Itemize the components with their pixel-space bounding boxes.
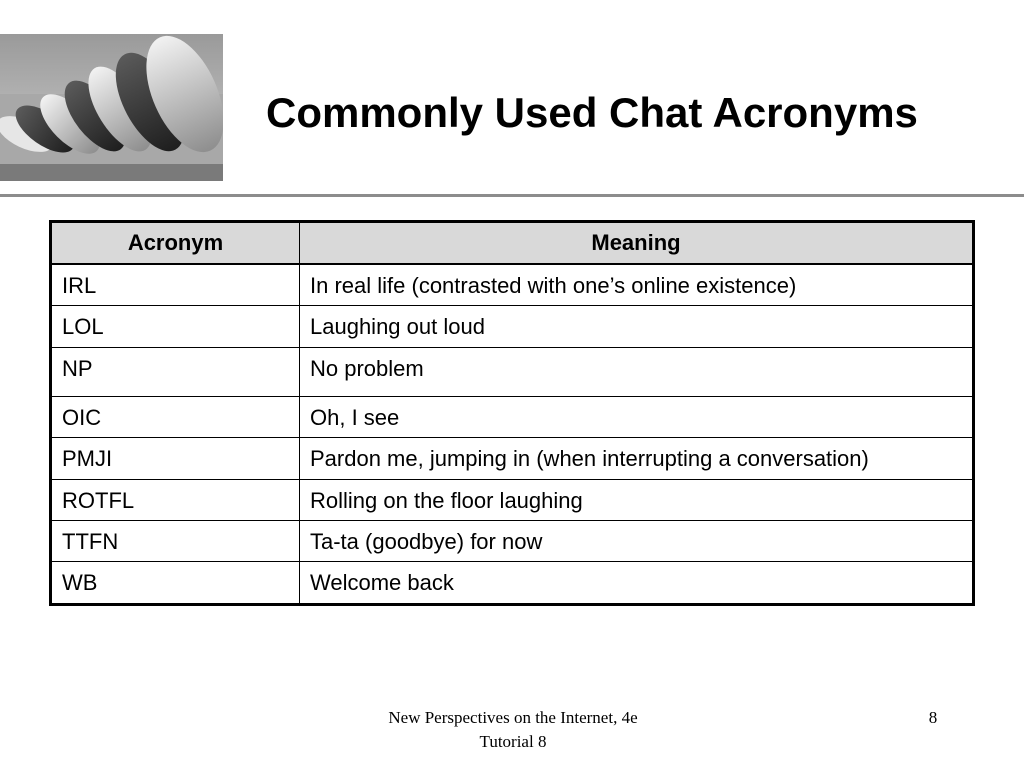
- meaning-cell: Oh, I see: [300, 396, 974, 437]
- acronym-cell: LOL: [51, 306, 300, 347]
- meaning-cell: Laughing out loud: [300, 306, 974, 347]
- acronym-cell: OIC: [51, 396, 300, 437]
- meaning-cell: No problem: [300, 347, 974, 396]
- acronym-cell: PMJI: [51, 438, 300, 479]
- table-row: [51, 562, 974, 605]
- meaning-cell: Pardon me, jumping in (when interrupting a conversation): [300, 438, 974, 479]
- table-row: [51, 396, 974, 437]
- table-row: [51, 306, 974, 347]
- acronym-cell: TTFN: [51, 520, 300, 561]
- table-row: [51, 347, 974, 396]
- acronym-cell: NP: [51, 347, 300, 396]
- boat-hulls-photo: [0, 34, 223, 181]
- boat-hulls-image: [0, 34, 223, 181]
- table-row: [51, 520, 974, 561]
- header-acronym: Acronym: [51, 222, 300, 265]
- meaning-cell: In real life (contrasted with one’s online existence): [300, 264, 974, 306]
- footer-course-title: New Perspectives on the Internet, 4e: [388, 708, 638, 727]
- meaning-cell: Rolling on the floor laughing: [300, 479, 974, 520]
- table-row: [51, 438, 974, 479]
- page-number: 8: [928, 708, 938, 727]
- table-row: [51, 264, 974, 306]
- slide-footer: [330, 706, 696, 754]
- table-row: [51, 479, 974, 520]
- table-header-row: [51, 222, 974, 265]
- meaning-cell: Ta-ta (goodbye) for now: [300, 520, 974, 561]
- acronym-cell: WB: [51, 562, 300, 605]
- acronym-cell: IRL: [51, 264, 300, 306]
- footer-tutorial: Tutorial 8: [479, 732, 547, 751]
- acronym-table: [49, 220, 975, 606]
- acronym-cell: ROTFL: [51, 479, 300, 520]
- acronym-table-container: [49, 220, 972, 606]
- slide-title: Commonly Used Chat Acronyms: [266, 89, 918, 136]
- title-divider: [0, 194, 1024, 197]
- header-meaning: Meaning: [300, 222, 974, 265]
- meaning-cell: Welcome back: [300, 562, 974, 605]
